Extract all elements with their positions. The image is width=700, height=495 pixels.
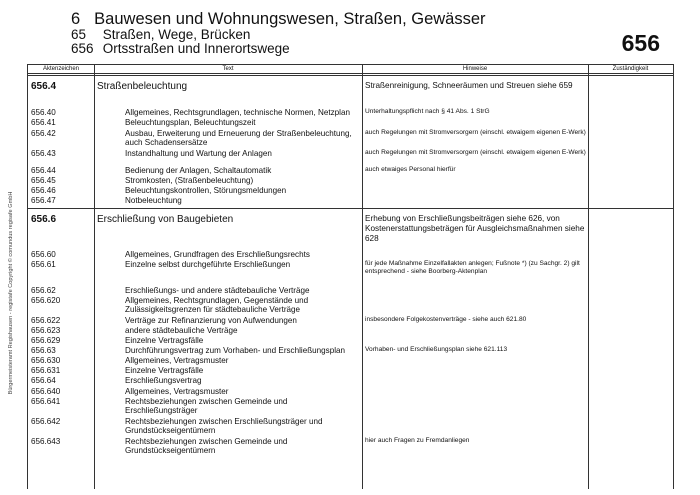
row-note: Vorhaben- und Erschließungsplan siehe 621.113 xyxy=(365,346,508,353)
row-text: Ausbau, Erweiterung und Erneuerung der Straßenbeleuchtung, auch Schadensersätze xyxy=(125,129,352,147)
file-code: 656.63 xyxy=(31,346,56,355)
row-text: Durchführungsvertrag zum Vorhaben- und Erschließungsplan xyxy=(125,346,346,355)
row-text: Beleuchtungsplan, Beleuchtungszeit xyxy=(125,118,256,127)
file-code: 656.42 xyxy=(31,129,56,138)
page-code: 656 xyxy=(621,30,660,56)
group-title: Straßen, Wege, Brücken xyxy=(102,27,251,42)
subgroup-title: Ortsstraßen und Innerortswege xyxy=(102,41,290,56)
file-code: 656.40 xyxy=(31,108,56,117)
row-note: für jede Maßnahme Einzelfallakten anlegen; Fußnote *) (zu Sachgr. 2) gilt entsprechend - siehe Boorberg-Aktenplan xyxy=(365,260,580,276)
file-code: 656.61 xyxy=(31,260,56,269)
column-header-text: Text xyxy=(222,66,234,72)
row-text: Straßenbeleuchtung xyxy=(97,81,188,92)
subgroup-number: 656 xyxy=(71,41,94,56)
section-divider xyxy=(28,75,673,76)
file-code: 656.60 xyxy=(31,250,56,259)
file-code: 656.641 xyxy=(31,397,61,406)
row-text: Erschließung von Baugebieten xyxy=(97,214,234,225)
file-code: 656.622 xyxy=(31,316,61,325)
row-text: Bedienung der Anlagen, Schaltautomatik xyxy=(125,166,272,175)
row-text: Erschließungs- und andere städtebauliche Verträge xyxy=(125,286,310,295)
file-code: 656.47 xyxy=(31,196,56,205)
row-note: auch Regelungen mit Stromversorgern (einschl. etwaigem eigenen E-Werk) xyxy=(365,149,586,156)
row-note: Straßenreinigung, Schneeräumen und Streuen siehe 659 xyxy=(365,81,573,90)
file-code: 656.64 xyxy=(31,376,56,385)
column-divider xyxy=(588,65,589,489)
row-note: insbesondere Folgekostenverträge - siehe auch 621.80 xyxy=(365,316,527,323)
section-divider xyxy=(28,208,673,209)
column-divider xyxy=(362,65,363,489)
row-text: Erschließungsvertrag xyxy=(125,376,202,385)
file-code: 656.62 xyxy=(31,286,56,295)
row-text: Allgemeines, Rechtsgrundlagen, Gegenstände und Zulässigkeitsgrenzen für städtebauliche Verträge xyxy=(125,296,309,314)
header-divider xyxy=(28,73,673,74)
copyright-notice: Bürgermeisteramt Regishausen - registafe Copyright © comundus regisafe GmbH xyxy=(8,191,14,395)
row-text: Einzelne Vertragsfälle xyxy=(125,336,204,345)
file-code: 656.630 xyxy=(31,356,61,365)
file-code: 656.620 xyxy=(31,296,61,305)
row-note: hier auch Fragen zu Fremdanliegen xyxy=(365,437,470,444)
file-code: 656.41 xyxy=(31,118,56,127)
row-text: andere städtebauliche Verträge xyxy=(125,326,238,335)
row-text: Rechtsbeziehungen zwischen Gemeinde und Grundstückseigentümern xyxy=(125,437,288,455)
file-code: 656.643 xyxy=(31,437,61,446)
file-code: 656.4 xyxy=(31,81,57,92)
file-code: 656.631 xyxy=(31,366,61,375)
row-text: Einzelne Vertragsfälle xyxy=(125,366,204,375)
file-code: 656.642 xyxy=(31,417,61,426)
chapter-number: 6 xyxy=(71,10,81,28)
row-text: Verträge zur Refinanzierung von Aufwendungen xyxy=(125,316,297,325)
chapter-title: Bauwesen und Wohnungswesen, Straßen, Gewässer xyxy=(94,10,486,28)
column-header-zustaendigkeit: Zuständigkeit xyxy=(612,66,649,72)
row-text: Allgemeines, Vertragsmuster xyxy=(125,387,229,396)
row-text: Allgemeines, Vertragsmuster xyxy=(125,356,229,365)
row-text: Rechtsbeziehungen zwischen Gemeinde und Erschließungsträger xyxy=(125,397,288,415)
file-code: 656.45 xyxy=(31,176,56,185)
group-number: 65 xyxy=(71,27,87,42)
column-divider xyxy=(94,65,95,489)
file-code: 656.43 xyxy=(31,149,56,158)
file-code: 656.640 xyxy=(31,387,61,396)
file-plan-table xyxy=(27,64,674,489)
row-note: auch etwaiges Personal hierfür xyxy=(365,166,456,173)
row-note: Unterhaltungspflicht nach § 41 Abs. 1 StrG xyxy=(365,108,490,115)
file-code: 656.629 xyxy=(31,336,61,345)
row-text: Einzelne selbst durchgeführte Erschließungen xyxy=(125,260,291,269)
file-code: 656.6 xyxy=(31,214,57,225)
row-text: Allgemeines, Grundfragen des Erschließungsrechts xyxy=(125,250,310,259)
row-text: Beleuchtungskontrollen, Störungsmeldungen xyxy=(125,186,287,195)
row-text: Stromkosten, (Straßenbeleuchtung) xyxy=(125,176,254,185)
row-text: Rechtsbeziehungen zwischen Erschließungsträger und Grundstückseigentümern xyxy=(125,417,323,435)
file-code: 656.46 xyxy=(31,186,56,195)
subgroup-heading xyxy=(71,41,290,56)
group-heading xyxy=(71,27,250,42)
column-header-hinweise: Hinweise xyxy=(462,66,488,72)
row-note: auch Regelungen mit Stromversorgern (einschl. etwaigem eigenen E-Werk) xyxy=(365,129,586,136)
column-header-aktenzeichen: Aktenzeichen xyxy=(42,66,80,72)
file-code: 656.44 xyxy=(31,166,56,175)
row-text: Instandhaltung und Wartung der Anlagen xyxy=(125,149,272,158)
file-code: 656.623 xyxy=(31,326,61,335)
row-text: Allgemeines, Rechtsgrundlagen, technische Normen, Netzplan xyxy=(125,108,350,117)
row-note: Erhebung von Erschließungsbeiträgen siehe 626, von Kostenerstattungsbeträgen für Ausgleichsmaßnahmen siehe 628 xyxy=(365,214,585,243)
row-text: Notbeleuchtung xyxy=(125,196,182,205)
